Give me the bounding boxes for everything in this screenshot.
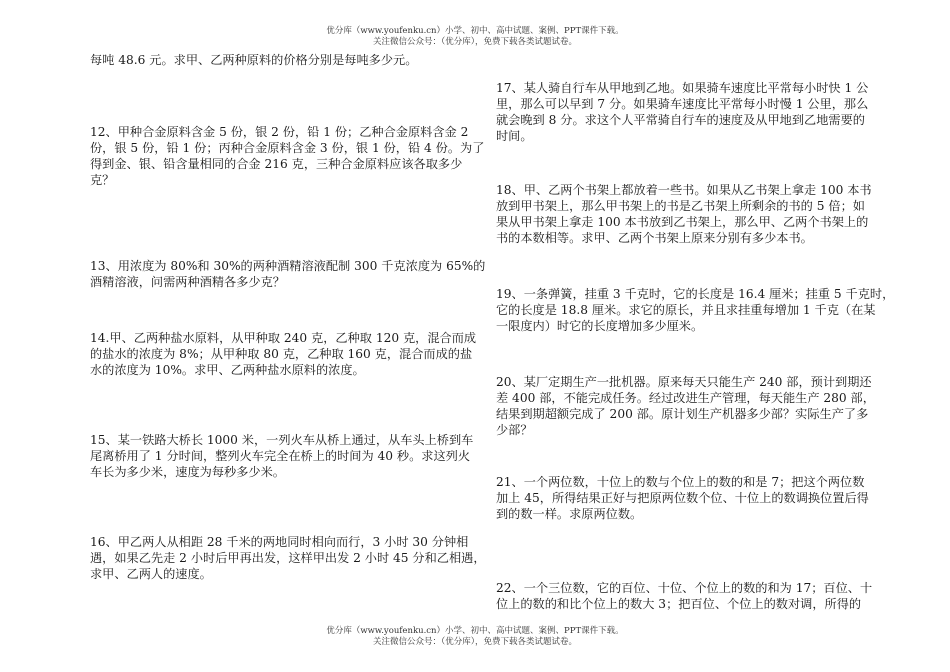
- text-line: 的盐水的浓度为 8%；从甲种取 80 克，乙种取 160 克，混合而成的盐: [90, 347, 473, 361]
- text-line: 时间。: [496, 129, 533, 143]
- text-line: 14.甲、乙两种盐水原料，从甲种取 240 克，乙种取 120 克，混合而成: [90, 331, 477, 345]
- text-line: 就会晚到 8 分。求这个人平常骑自行车的速度及从甲地到乙地需要的: [496, 113, 865, 127]
- text-line: 克？: [90, 173, 115, 187]
- text-line: 12、甲种合金原料含金 5 份，银 2 份，铅 1 份；乙种合金原料含金 2: [90, 125, 469, 139]
- text-line: 差 400 部，不能完成任务。经过改进生产管理，每天能生产 280 部，: [496, 391, 875, 405]
- text-line: 18、甲、乙两个书架上都放着一些书。如果从乙书架上拿走 100 本书: [496, 183, 872, 197]
- text-line: 加上 45，所得结果正好与把原两位数个位、十位上的数调换位置后得: [496, 491, 869, 505]
- text-line: 16、甲乙两人从相距 28 千米的两地同时相向而行，3 小时 30 分钟相: [90, 535, 469, 549]
- text-line: 22、一个三位数，它的百位、十位、个位上的数的和为 17；百位、十: [496, 581, 873, 595]
- text-line: 21、一个两位数，十位上的数与个位上的数的和是 7；把这个两位数: [496, 475, 865, 489]
- text-line: 一限度内）时它的长度增加多少厘米。: [496, 319, 704, 333]
- text-line: 13、用浓度为 80%和 30%的两种酒精溶液配制 300 千克浓度为 65%的: [90, 259, 486, 273]
- problem-18: [496, 182, 872, 246]
- problem-12: [90, 124, 484, 188]
- text-line: 果从甲书架上拿走 100 本书放到乙书架上，那么甲、乙两个书架上的: [496, 215, 869, 229]
- text-line: 每吨 48.6 元。求甲、乙两种原料的价格分别是每吨多少元。: [90, 53, 418, 67]
- text-line: 车长为多少米，速度为每秒多少米。: [90, 465, 285, 479]
- text-line: 少部？: [496, 423, 533, 437]
- text-line: 20、某厂定期生产一批机器。原来每天只能生产 240 部，预计到期还: [496, 375, 872, 389]
- text-line: 里，那么可以早到 7 分。如果骑车速度比平常每小时慢 1 公里，那么: [496, 97, 869, 111]
- header-line-1: 优分库（www.youfenku.cn）小学、初中、高中试题、案例、PPT课件下载。: [326, 26, 624, 36]
- footer-line-2: 关注微信公众号：（优分库），免费下载各类试题试卷。: [372, 637, 577, 647]
- text-line: 结果到期超额完成了 200 部。原计划生产机器多少部？实际生产了多: [496, 407, 869, 421]
- text-line: 尾离桥用了 1 分时间，整列火车完全在桥上的时间为 40 秒。求这列火: [90, 449, 471, 463]
- text-line: 得到金、银、铅含量相同的合金 216 克，三种合金原料应该各取多少: [90, 157, 463, 171]
- page-header: [0, 26, 950, 48]
- problem-17: [496, 80, 868, 144]
- problem-22: [496, 580, 872, 612]
- problem-13: [90, 258, 485, 290]
- text-line: 水的浓度为 10%。求甲、乙两种盐水原料的浓度。: [90, 363, 365, 377]
- page-footer: [0, 626, 950, 648]
- text-line: 求甲、乙两人的速度。: [90, 567, 212, 581]
- problem-20: [496, 374, 875, 438]
- text-line: 19、一条弹簧，挂重 3 千克时，它的长度是 16.4 厘米；挂重 5 千克时，: [496, 287, 895, 301]
- problem-21: [496, 474, 869, 522]
- text-line: 位上的数的和比个位上的数大 3；把百位、个位上的数对调，所得的: [496, 597, 862, 611]
- text-line: 书的本数相等。求甲、乙两个书架上原来分别有多少本书。: [496, 231, 813, 245]
- text-line: 17、某人骑自行车从甲地到乙地。如果骑车速度比平常每小时快 1 公: [496, 81, 869, 95]
- text-line: 它的长度是 18.8 厘米。求它的原长，并且求挂重每增加 1 千克（在某: [496, 303, 876, 317]
- text-line: 份，银 5 份，铅 1 份；丙种合金原料含金 3 份，银 1 份，铅 4 份。为了: [90, 141, 485, 155]
- header-line-2: 关注微信公众号：（优分库），免费下载各类试题试卷。: [372, 37, 577, 47]
- text-line: 到的数一样。求原两位数。: [496, 507, 643, 521]
- text-line: 放到甲书架上，那么甲书架上的书是乙书架上所剩余的书的 5 倍；如: [496, 199, 865, 213]
- problem-16: [90, 534, 486, 582]
- problem-15: [90, 432, 473, 480]
- problem-11-tail: [90, 52, 417, 68]
- text-line: 遇，如果乙先走 2 小时后甲再出发，这样甲出发 2 小时 45 分和乙相遇，: [90, 551, 486, 565]
- text-line: 酒精溶液，问需两种酒精各多少克？: [90, 275, 285, 289]
- problem-14: [90, 330, 476, 378]
- footer-line-1: 优分库（www.youfenku.cn）小学、初中、高中试题、案例、PPT课件下载。: [326, 626, 624, 636]
- text-line: 15、某一铁路大桥长 1000 米，一列火车从桥上通过，从车头上桥到车: [90, 433, 474, 447]
- problem-19: [496, 286, 894, 334]
